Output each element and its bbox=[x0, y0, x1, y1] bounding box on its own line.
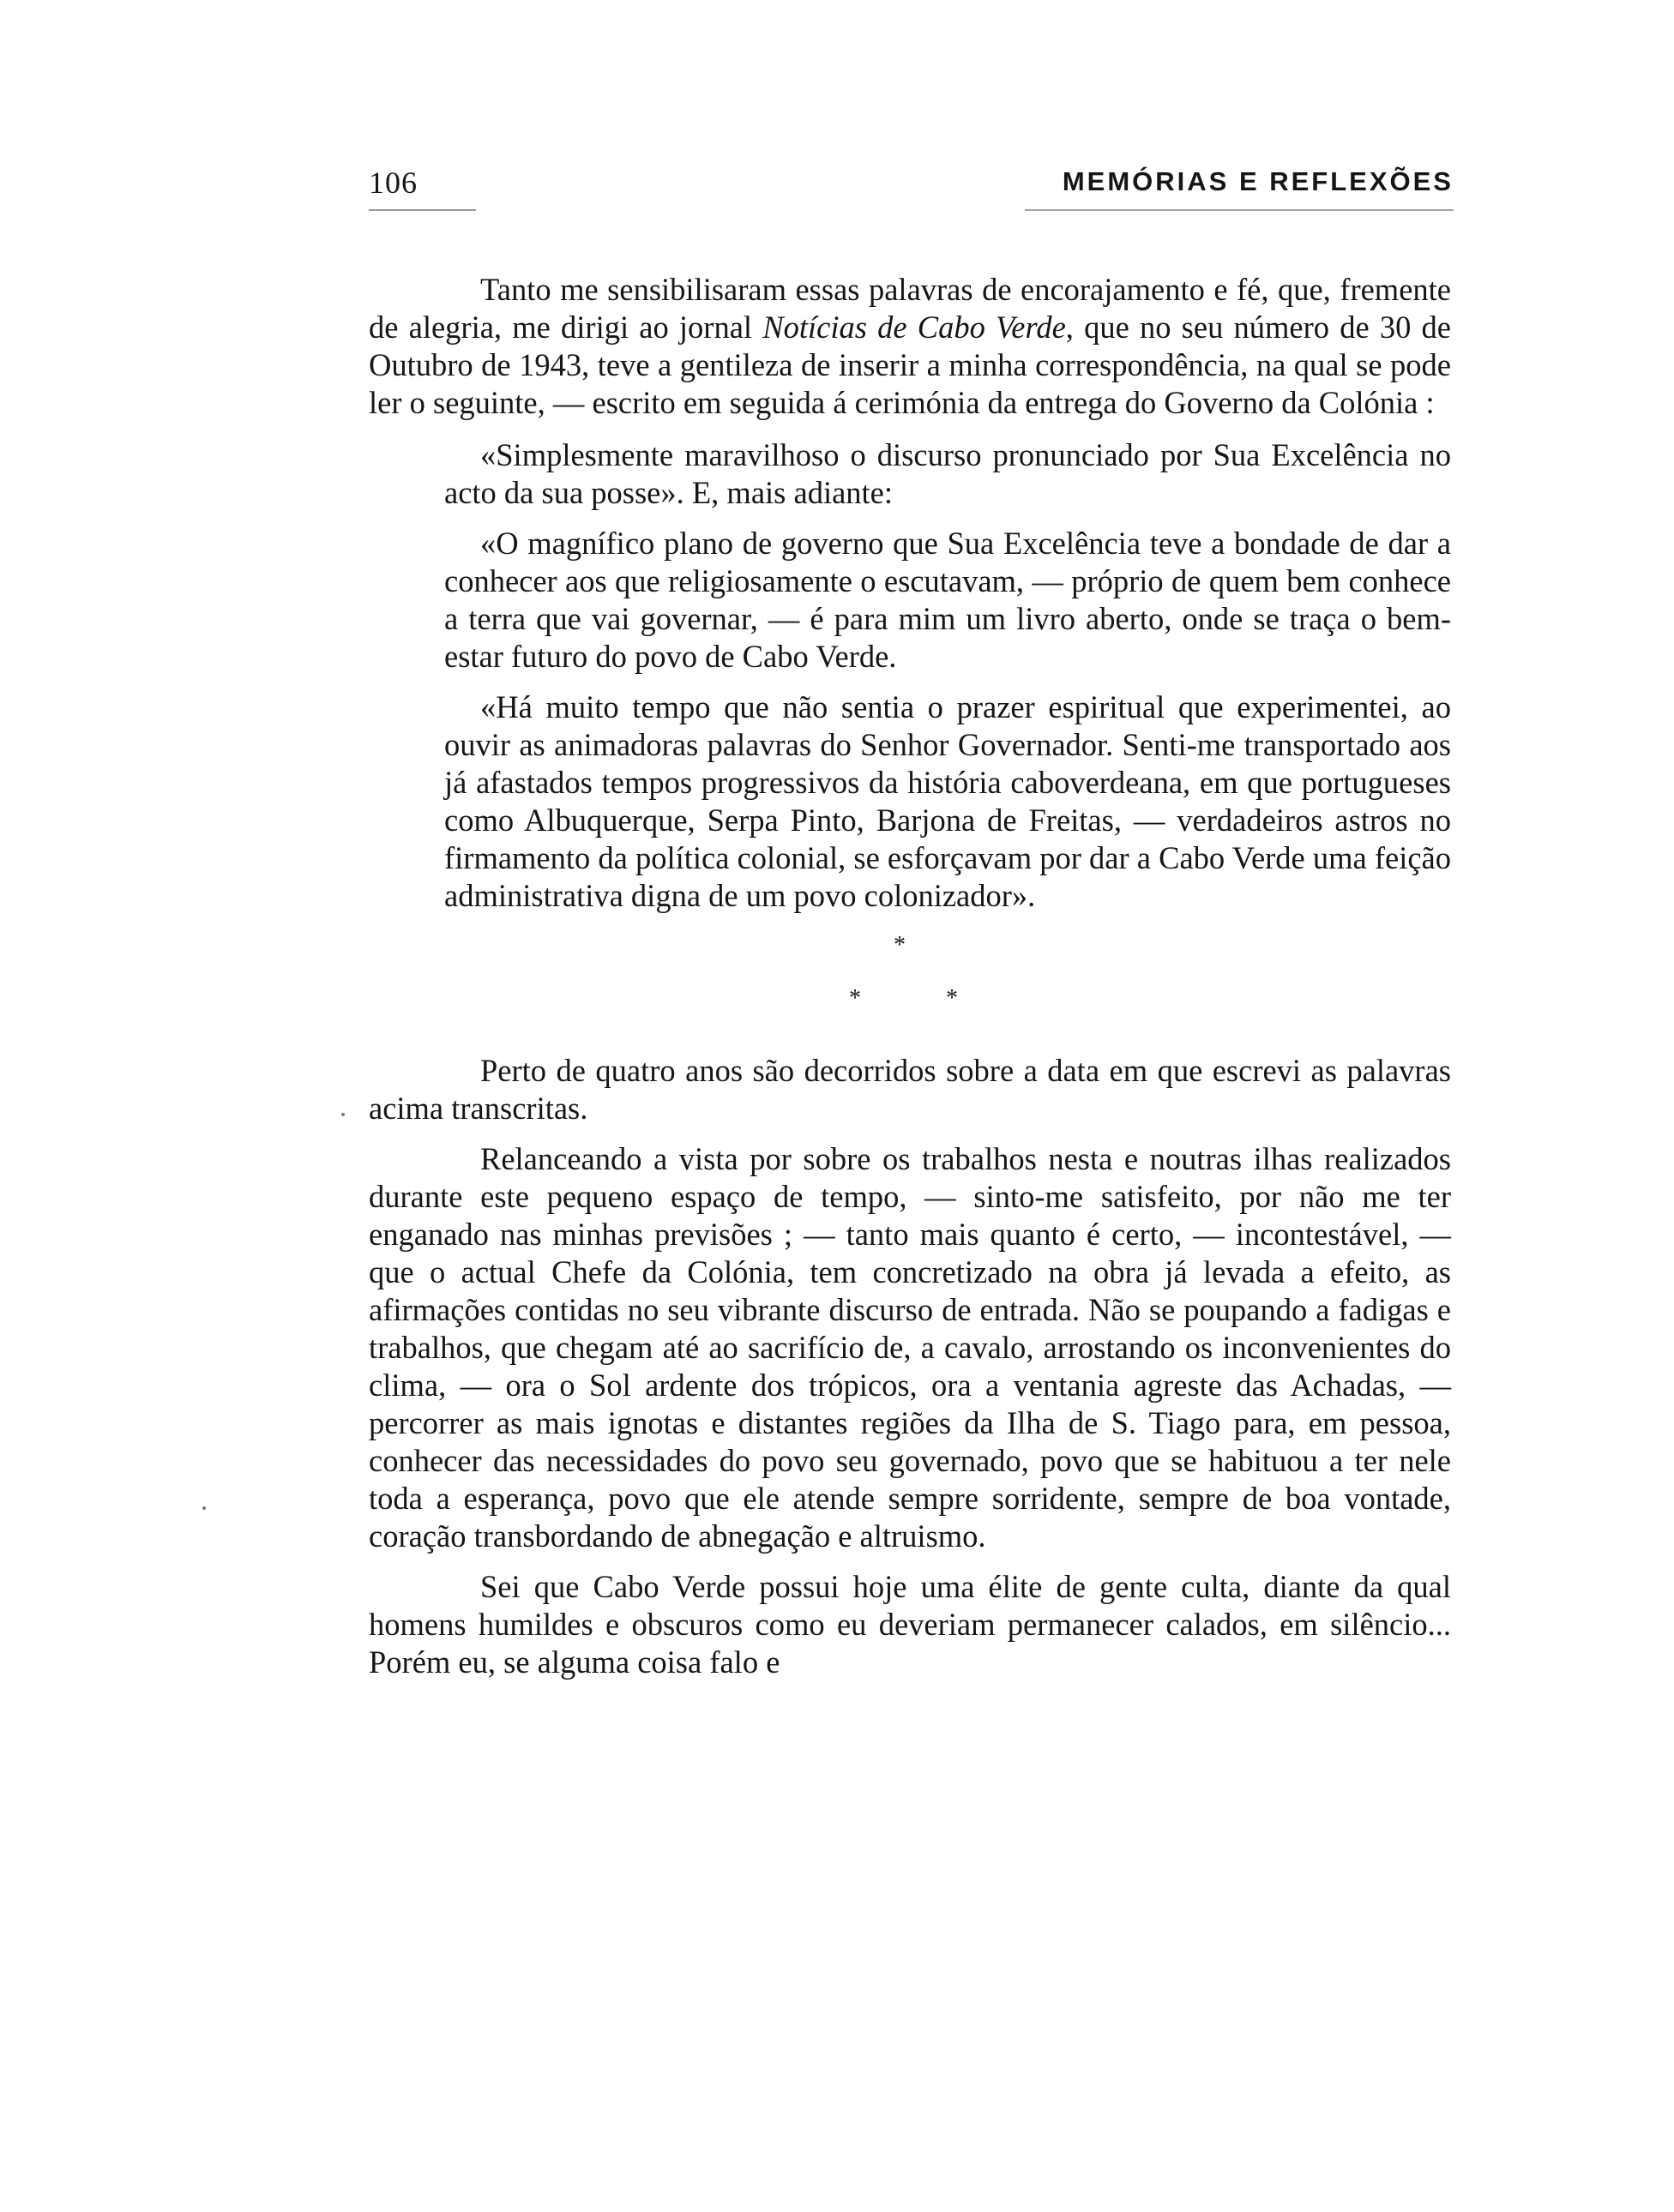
scan-speck bbox=[202, 1506, 206, 1510]
quote-3: «Há muito tempo que não sentia o prazer espiritual que experimentei, ao ouvir as animadoras palavras do Senhor Governador. Senti-me transportado aos já afastados tempos progressivos da história caboverdeana, em que portugueses como Albuquerque, Serpa Pinto, Barjona de Freitas, — verdadeiros astros no firmamento da política colonial, se esforçavam por dar a Cabo Verde uma feição administrativa digna de um povo colonizador». bbox=[444, 689, 1451, 913]
page-number: 106 bbox=[369, 165, 418, 200]
paragraph-4: Sei que Cabo Verde possui hoje uma élite de gente culta, diante da qual homens humildes e obscuros como eu deveriam permanecer calados, em silêncio... Porém eu, se alguma coisa falo e bbox=[369, 1569, 1451, 1680]
running-title: MEMÓRIAS E REFLEXÕES bbox=[1062, 166, 1454, 196]
paragraph-2: Perto de quatro anos são decorridos sobre a data em que escrevi as palavras acima transcritas. bbox=[369, 1053, 1451, 1126]
divider-star-left: * bbox=[849, 985, 861, 1012]
divider-star-top: * bbox=[894, 932, 906, 959]
paragraph-3: Relanceando a vista por sobre os trabalhos nesta e noutras ilhas realizados durante este pequeno espaço de tempo, — sinto-me satisfeito, por não me ter enganado nas minhas previsões ; — tanto mais quanto é certo, — incontestável, — que o actual Chefe da Colónia, tem concretizado na obra já levada a efeito, as afirmações contidas no seu vibrante discurso de entrada. Não se poupando a fadigas e trabalhos, que chegam até ao sacrifício de, a cavalo, arrostando os inconvenientes do clima, — ora o Sol ardente dos trópicos, ora a ventania agreste das Achadas, — percorrer as mais ignotas e distantes regiões da Ilha de S. Tiago para, em pessoa, conhecer das necessidades do povo seu governado, povo que se habituou a ter nele toda a esperança, povo que ele atende sempre sorridente, sempre de boa vontade, coração transbordando de abnegação e altruismo. bbox=[369, 1141, 1451, 1554]
section-divider bbox=[369, 915, 1451, 1052]
newspaper-title: Notícias de Cabo Verde bbox=[762, 310, 1066, 345]
body-text bbox=[369, 271, 1451, 1694]
paragraph-1-start: Tanto me sensibilisaram essas palavras de encorajamento e fé, que, fremente de alegria, me dirigi ao jornal bbox=[369, 272, 1451, 345]
scan-speck bbox=[341, 1113, 345, 1116]
quote-2: «O magnífico plano de governo que Sua Excelência teve a bondade de dar a conhecer aos que religiosamente o escutavam, — próprio de quem bem conhece a terra que vai governar, — é para mim um livro aberto, onde se traça o bem-estar futuro do povo de Cabo Verde. bbox=[444, 526, 1451, 674]
running-title-rule bbox=[1025, 209, 1454, 211]
page-number-rule bbox=[369, 209, 476, 211]
divider-star-right: * bbox=[946, 985, 958, 1012]
page-header bbox=[369, 165, 1454, 216]
quote-1: «Simplesmente maravilhoso o discurso pronunciado por Sua Excelência no acto da sua posse». E, mais adiante: bbox=[444, 437, 1451, 510]
paragraph-1-end: , que no seu número de 30 de Outubro de 1943, teve a gentileza de inserir a minha correspondência, na qual se pode ler o seguinte, — escrito em seguida á cerimónia da entrega do Governo da Colónia : bbox=[369, 310, 1451, 420]
paragraph-1 bbox=[369, 271, 1451, 422]
